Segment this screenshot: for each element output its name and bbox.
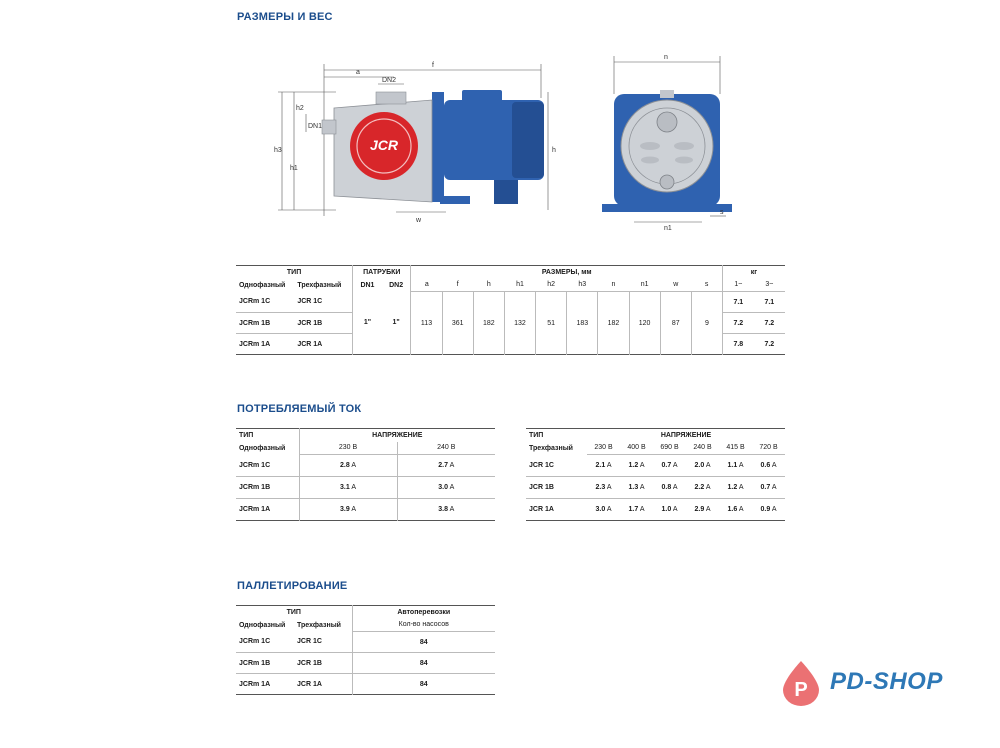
dims-three-phase-header: Трехфазный xyxy=(294,279,352,292)
current-three-voltage: 400 В xyxy=(620,442,653,455)
water-drop-icon xyxy=(776,658,826,708)
current-value: 0.7 xyxy=(760,484,771,491)
current-unit: A xyxy=(738,462,744,469)
current-unit: A xyxy=(351,484,356,491)
dims-weight-col-header: 3~ xyxy=(754,279,785,292)
current-single-type-header: ТИП xyxy=(239,431,254,439)
pallet-row-single: JCRm 1B xyxy=(236,653,294,674)
pallet-three-phase-header: Трехфазный xyxy=(294,619,352,632)
current-unit: A xyxy=(606,462,612,469)
current-value: 0.8 xyxy=(661,484,672,491)
current-value: 0.9 xyxy=(760,506,771,513)
dims-value-f: 361 xyxy=(442,292,473,355)
current-unit: A xyxy=(606,484,612,491)
dim-label-s: s xyxy=(720,209,724,216)
current-unit: A xyxy=(672,484,678,491)
current-value: 1.2 xyxy=(628,462,639,469)
pallet-row-single: JCRm 1C xyxy=(236,632,294,653)
current-single-voltage: 230 В xyxy=(299,442,397,455)
current-unit: A xyxy=(705,462,711,469)
current-unit: A xyxy=(738,506,744,513)
current-three-type-header: ТИП xyxy=(529,431,544,439)
current-value: 1.6 xyxy=(727,506,738,513)
dim-label-dn2: DN2 xyxy=(382,77,397,84)
dims-value-a: 113 xyxy=(411,292,442,355)
pallet-type-header: ТИП xyxy=(236,606,352,619)
current-three-model: JCR 1B xyxy=(526,477,587,499)
dims-sizes-header: РАЗМЕРЫ, мм xyxy=(411,266,723,279)
pump-drawing xyxy=(236,40,796,240)
dims-value-h: 182 xyxy=(473,292,504,355)
dims-col-header: w xyxy=(660,279,691,292)
dims-row-three: JCR 1B xyxy=(294,313,352,334)
current-single-model: JCRm 1C xyxy=(236,455,299,477)
current-unit: A xyxy=(738,484,744,491)
side-view-pump xyxy=(322,90,544,204)
current-value: 0.7 xyxy=(661,462,672,469)
current-three-voltage-header: НАПРЯЖЕНИЕ xyxy=(660,431,712,439)
current-value: 1.0 xyxy=(661,506,672,513)
current-three-model: JCR 1A xyxy=(529,506,554,513)
current-unit: A xyxy=(449,462,455,469)
dim-label-h2: h2 xyxy=(296,105,304,112)
palletizing-table xyxy=(236,605,495,695)
dims-col-header: h xyxy=(473,279,504,292)
pump-brand-label: JCR xyxy=(369,137,399,153)
current-single-phase-label: Однофазный xyxy=(239,444,286,452)
current-unit: A xyxy=(639,484,645,491)
pallet-count-header: Кол-во насосов xyxy=(352,619,495,632)
dimensions-table xyxy=(236,265,785,355)
current-three-model: JCR 1C xyxy=(526,455,587,477)
section-title-palletizing: ПАЛЛЕТИРОВАНИЕ xyxy=(237,580,348,592)
dims-type-header: ТИП xyxy=(236,266,353,279)
dims-col-header: f xyxy=(442,279,473,292)
dims-weight-col-header: 1~ xyxy=(723,279,754,292)
dims-weight-1ph: 7.1 xyxy=(723,292,754,313)
dims-dn2-value: 1" xyxy=(382,292,411,355)
pallet-row-count: 84 xyxy=(419,680,428,688)
current-unit: A xyxy=(771,506,777,513)
dims-col-header: h3 xyxy=(567,279,598,292)
dims-col-header: s xyxy=(691,279,722,292)
section-title-dimensions: РАЗМЕРЫ И ВЕС xyxy=(237,11,333,23)
dims-col-header: n1 xyxy=(629,279,660,292)
dim-label-dn1: DN1 xyxy=(308,123,323,130)
dims-weight-3ph: 7.2 xyxy=(754,313,785,334)
pallet-row-three: JCR 1C xyxy=(294,632,352,653)
dims-col-header: h2 xyxy=(536,279,567,292)
dims-dn2-header: DN2 xyxy=(382,279,411,292)
current-value: 1.3 xyxy=(628,484,639,491)
dims-weight-1ph: 7.2 xyxy=(723,313,754,334)
dims-weight-3ph: 7.1 xyxy=(754,292,785,313)
dims-row-single: JCRm 1A xyxy=(239,340,271,348)
dims-row-three: JCR 1C xyxy=(294,292,352,313)
dims-value-n: 182 xyxy=(598,292,629,355)
current-three-phase-table xyxy=(526,428,785,521)
dims-value-w: 87 xyxy=(660,292,691,355)
pallet-row-count: 84 xyxy=(352,653,495,674)
dims-col-header: n xyxy=(598,279,629,292)
current-single-model: JCRm 1B xyxy=(236,477,299,499)
dim-label-h1: h1 xyxy=(290,165,298,172)
current-unit: A xyxy=(771,484,777,491)
current-unit: A xyxy=(771,462,777,469)
dim-label-n: n xyxy=(664,54,668,61)
current-unit: A xyxy=(351,506,356,513)
dims-row-single: JCRm 1C xyxy=(236,292,294,313)
dims-dn1-header: DN1 xyxy=(360,281,375,289)
current-single-voltage-header: НАПРЯЖЕНИЕ xyxy=(299,429,495,442)
dims-single-phase-header: Однофазный xyxy=(239,281,286,289)
current-value: 3.0 xyxy=(438,484,448,491)
current-three-voltage: 415 В xyxy=(719,442,752,455)
current-value: 2.9 xyxy=(694,506,705,513)
dim-label-n1: n1 xyxy=(664,225,672,232)
current-single-model: JCRm 1A xyxy=(239,506,271,513)
dim-label-h3: h3 xyxy=(274,147,282,154)
current-unit: A xyxy=(449,506,455,513)
dim-label-f: f xyxy=(432,62,434,69)
dims-value-s: 9 xyxy=(691,292,722,355)
current-unit: A xyxy=(606,506,612,513)
current-unit: A xyxy=(705,506,711,513)
svg-text:P: P xyxy=(794,679,808,701)
dims-weight-header: кг xyxy=(750,268,758,276)
current-three-phase-label: Трехфазный xyxy=(529,444,573,452)
dims-row-three: JCR 1A xyxy=(294,334,352,355)
current-value: 1.1 xyxy=(727,462,738,469)
section-title-current: ПОТРЕБЛЯЕМЫЙ ТОК xyxy=(237,403,362,415)
pallet-row-single: JCRm 1A xyxy=(239,680,271,688)
front-view-pump xyxy=(602,90,732,212)
dim-label-a: a xyxy=(356,69,360,76)
current-value: 2.2 xyxy=(694,484,705,491)
current-value: 1.7 xyxy=(628,506,639,513)
current-three-voltage: 230 В xyxy=(587,442,620,455)
logo-text: PD-SHOP xyxy=(830,668,943,695)
pallet-row-three: JCR 1B xyxy=(294,653,352,674)
current-unit: A xyxy=(672,506,678,513)
current-value: 2.7 xyxy=(438,462,448,469)
pallet-single-phase-header: Однофазный xyxy=(239,621,286,629)
current-value: 3.1 xyxy=(340,484,350,491)
current-value: 0.6 xyxy=(760,462,771,469)
dims-col-header: a xyxy=(411,279,442,292)
dims-ports-header: ПАТРУБКИ xyxy=(353,266,411,279)
dims-row-single: JCRm 1B xyxy=(236,313,294,334)
current-unit: A xyxy=(449,484,455,491)
current-three-voltage: 690 В xyxy=(653,442,686,455)
current-three-voltage: 240 В xyxy=(686,442,719,455)
current-single-voltage: 240 В xyxy=(397,442,495,455)
current-unit: A xyxy=(351,462,356,469)
dims-value-h1: 132 xyxy=(504,292,535,355)
current-value: 3.0 xyxy=(595,506,606,513)
current-unit: A xyxy=(639,506,645,513)
dims-weight-3ph: 7.2 xyxy=(764,340,775,348)
current-value: 1.2 xyxy=(727,484,738,491)
current-value: 2.0 xyxy=(694,462,705,469)
dims-col-header: h1 xyxy=(504,279,535,292)
current-unit: A xyxy=(639,462,645,469)
current-value: 2.8 xyxy=(340,462,350,469)
pallet-row-three: JCR 1A xyxy=(294,674,352,695)
pallet-transport-header: Автоперевозки xyxy=(397,608,451,616)
dims-value-n1: 120 xyxy=(629,292,660,355)
pd-shop-logo xyxy=(776,658,976,708)
dims-value-h3: 183 xyxy=(567,292,598,355)
current-value: 2.1 xyxy=(595,462,606,469)
current-value: 3.8 xyxy=(438,506,448,513)
dim-label-h: h xyxy=(552,147,556,154)
current-value: 2.3 xyxy=(595,484,606,491)
dims-dn1-value: 1" xyxy=(363,319,372,327)
current-single-phase-table xyxy=(236,428,495,521)
current-value: 3.9 xyxy=(340,506,350,513)
dims-weight-1ph: 7.8 xyxy=(733,340,744,348)
dims-value-h2: 51 xyxy=(536,292,567,355)
pallet-row-count: 84 xyxy=(352,632,495,653)
current-unit: A xyxy=(705,484,711,491)
current-three-voltage: 720 В xyxy=(752,442,785,455)
dim-label-w: w xyxy=(416,217,422,224)
current-unit: A xyxy=(672,462,678,469)
